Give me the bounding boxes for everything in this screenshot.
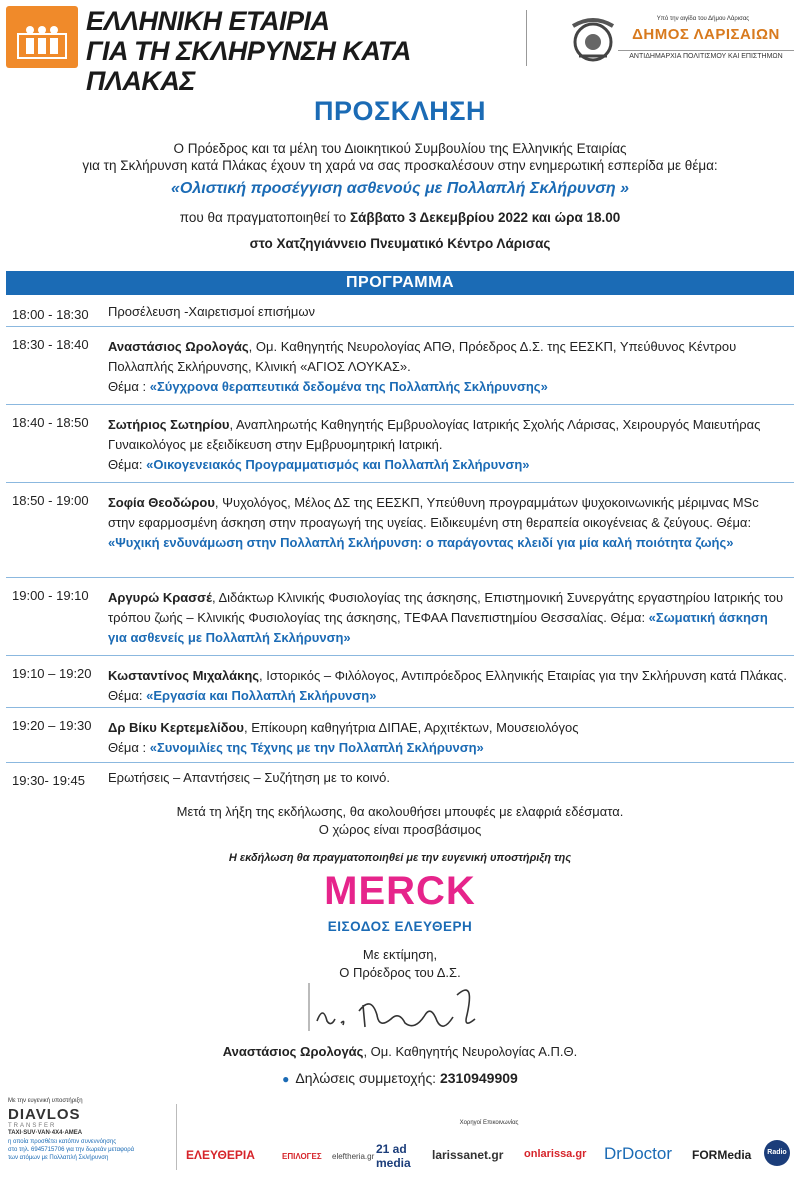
society-name <box>86 6 486 96</box>
free-entry: ΕΙΣΟΔΟΣ ΕΛΕΥΘΕΡΗ <box>327 919 473 934</box>
row-theme: «Σωματική άσκηση για ασθενείς με Πολλαπλή Σκλήρυνση» <box>108 610 768 645</box>
row-text: , Επίκουρη καθηγήτρια ΔΙΠΑΕ, Αρχιτέκτων, Μουσειολόγος <box>244 720 579 735</box>
row-description <box>108 415 788 475</box>
after-event-note <box>0 803 800 839</box>
diavlos-note-a: η οποία προσθέτει κατόπιν συνεννόησης <box>8 1139 117 1145</box>
after-line1: Μετά τη λήξη της εκδήλωσης, θα ακολουθήσει μπουφές με ελαφριά εδέσματα. <box>176 804 624 819</box>
diavlos-sub: TRANSFER <box>8 1123 57 1129</box>
after-line2: Ο χώρος είναι προσβάσιμος <box>318 822 482 837</box>
invitation-intro <box>0 140 800 174</box>
city-emblem-icon <box>565 16 621 64</box>
regards-line2: Ο Πρόεδρος του Δ.Σ. <box>339 965 461 980</box>
row-description <box>108 666 788 706</box>
diavlos-note-c: των ατόμων με Πολλαπλή Σκλήρυνση <box>8 1155 109 1161</box>
media-logo-epiloges: ΕΠΙΛΟΓΕΣ <box>282 1152 322 1161</box>
society-logo <box>6 6 78 68</box>
row-theme: «Συνομιλίες της Τέχνης με την Πολλαπλή Σκλήρυνση» <box>149 740 484 755</box>
diavlos-note-b: στο τηλ. 6945715706 για την δωρεάν μεταφορά <box>8 1147 135 1153</box>
row-text: Ερωτήσεις – Απαντήσεις – Συζήτηση με το κοινό. <box>108 770 390 785</box>
program-row <box>6 483 794 578</box>
society-line1: ΕΛΛΗΝΙΚΗ ΕΤΑΙΡΙΑ <box>86 6 330 36</box>
row-time: 18:40 - 18:50 <box>12 415 89 430</box>
intro-line2: για τη Σκλήρυνση κατά Πλάκας έχουν τη χαρά να σας προσκαλέσουν στην ενημερωτική εσπερίδα με θέμα: <box>82 158 718 173</box>
row-speaker: Σοφία Θεοδώρου <box>108 495 215 510</box>
program-row <box>6 327 794 405</box>
footer-sponsor <box>8 1098 176 1162</box>
program-row <box>6 578 794 656</box>
row-time: 18:50 - 19:00 <box>12 493 89 508</box>
media-logo-radio: Radio <box>764 1140 790 1166</box>
row-text: , Αναπληρωτής Καθηγητής Εμβρυολογίας Ιατρικής Σχολής Λάρισας, Χειρουργός Μαιευτήρας Γυναικολόγος με εξειδίκευση στην Εμβρυομητρική Ιατρική. <box>108 417 761 452</box>
row-theme-label: Θέμα : <box>108 740 150 755</box>
diavlos-note <box>8 1138 176 1162</box>
row-time: 19:00 - 19:10 <box>12 588 89 603</box>
program-row <box>6 763 794 793</box>
event-venue: στο Χατζηγιάννειο Πνευματικό Κέντρο Λάρισας <box>249 236 551 251</box>
row-speaker: Αναστάσιος Ωρολογάς <box>108 339 249 354</box>
media-logo-drdoctor: DrDoctor <box>604 1144 673 1163</box>
media-logo-eleftheria: ΕΛΕΥΘΕΡΙΑ <box>186 1148 255 1162</box>
society-line2: ΓΙΑ ΤΗ ΣΚΛΗΡΥΝΣΗ ΚΑΤΑ ΠΛΑΚΑΣ <box>86 36 410 96</box>
row-speaker: Σωτήριος Σωτηρίου <box>108 417 230 432</box>
rsvp-phone: 2310949909 <box>439 1070 518 1086</box>
program-row <box>6 405 794 483</box>
row-description <box>108 768 788 788</box>
sponsor-note: Υπό την αιγίδα του Δήμου Λάρισας <box>656 16 750 22</box>
row-time: 19:20 – 19:30 <box>12 718 92 733</box>
footer-divider <box>176 1104 177 1170</box>
row-time: 18:30 - 18:40 <box>12 337 89 352</box>
row-speaker: Δρ Βίκυ Κερτεμελίδου <box>108 720 244 735</box>
rsvp-label: Δηλώσεις συμμετοχής: <box>295 1070 440 1086</box>
diavlos-logo: DIAVLOS <box>8 1106 81 1123</box>
program-title: ΠΡΟΓΡΑΜΜΑ <box>6 271 794 295</box>
regards-line1: Με εκτίμηση, <box>362 947 438 962</box>
row-theme: «Σύγχρονα θεραπευτικά δεδομένα της Πολλαπλής Σκλήρυνσης» <box>149 379 548 394</box>
media-logo-onlarissa: onlarissa.gr <box>524 1148 587 1160</box>
signature <box>305 975 485 1037</box>
support-line: Η εκδήλωση θα πραγματοποιηθεί με την ευγενική υποστήριξη της <box>228 852 572 864</box>
media-logo-21admedia: 21 ad media <box>376 1142 411 1170</box>
row-theme-label: Θέμα: <box>610 610 649 625</box>
row-theme-label: Θέμα: <box>108 688 147 703</box>
row-description <box>108 337 788 397</box>
row-description <box>108 493 788 553</box>
row-time: 18:00 - 18:30 <box>12 307 89 322</box>
row-theme-label: Θέμα: <box>108 457 147 472</box>
row-theme: «Ψυχική ενδυνάμωση στην Πολλαπλή Σκλήρυνση: ο παράγοντας κλειδί για μία καλή ποιότητα ζωής» <box>108 535 734 550</box>
signer <box>0 1044 800 1059</box>
diavlos-types: TAXI·SUV·VAN·4X4·AMEA <box>8 1130 83 1136</box>
row-theme-label: Θέμα : <box>108 379 150 394</box>
media-logos <box>186 1136 794 1176</box>
signer-name: Αναστάσιος Ωρολογάς <box>222 1044 364 1059</box>
event-date <box>0 210 800 225</box>
row-text: , Ομ. Καθηγητής Νευρολογίας ΑΠΘ, Πρόεδρος Δ.Σ. της ΕΕΣΚΠ, Υπεύθυνος Κέντρου Πολλαπλής Σκλήρυνσης, Κλινική «ΑΓΙΟΣ ΛΟΥΚΑΣ». <box>108 339 737 374</box>
row-theme: «Εργασία και Πολλαπλή Σκλήρυνση» <box>146 688 377 703</box>
row-theme-label: Θέμα: <box>716 515 752 530</box>
date-value: Σάββατο 3 Δεκεμβρίου 2022 και ώρα 18.00 <box>349 210 621 225</box>
media-logo-larissanet: larissanet.gr <box>432 1148 504 1162</box>
program-row <box>6 297 794 327</box>
rsvp <box>0 1070 800 1086</box>
city-subtitle: ΑΝΤΙΔΗΜΑΡΧΙΑ ΠΟΛΙΤΙΣΜΟΥ ΚΑΙ ΕΠΙΣΤΗΜΩΝ <box>618 50 794 60</box>
program-row <box>6 656 794 708</box>
row-text: , Διδάκτωρ Κλινικής Φυσιολογίας της άσκησης, Επιστημονική Συνεργάτης εργαστηρίου Ιατρικής του τρόπου ζωής – Κλινικής Φυσιολογίας της άσκησης, ΤΕΦΑΑ Πανεπιστημίου Θεσσαλίας. <box>108 590 784 625</box>
row-description <box>108 588 788 648</box>
row-description <box>108 302 788 322</box>
row-description <box>108 718 788 758</box>
row-time: 19:10 – 19:20 <box>12 666 92 681</box>
signer-title: , Ομ. Καθηγητής Νευρολογίας Α.Π.Θ. <box>363 1044 578 1059</box>
bullet-icon: ● <box>282 1072 290 1086</box>
event-topic: «Ολιστική προσέγγιση ασθενούς με Πολλαπλή Σκλήρυνση » <box>171 180 629 197</box>
row-text: , Ιστορικός – Φιλόλογος, Αντιπρόεδρος Ελληνικής Εταιρίας για την Σκλήρυνση κατά Πλάκας. <box>259 668 787 683</box>
row-time: 19:30- 19:45 <box>12 773 86 788</box>
row-speaker: Κωσταντίνος Μιχαλάκης <box>108 668 260 683</box>
header <box>0 0 800 96</box>
date-prefix: που θα πραγματοποιηθεί το <box>179 210 350 225</box>
media-logo-formedia: FORMedia <box>692 1148 752 1162</box>
merck-logo-text: MERCK <box>324 869 476 912</box>
header-divider <box>526 10 527 66</box>
media-logo-eleftheria-gr: eleftheria.gr <box>332 1152 375 1161</box>
city-name: ΔΗΜΟΣ ΛΑΡΙΣΑΙΩΝ <box>632 26 780 43</box>
merck-logo <box>300 868 500 912</box>
people-icon <box>16 24 68 60</box>
row-speaker: Αργυρώ Κρασσέ <box>108 590 212 605</box>
row-theme: «Οικογενειακός Προγραμματισμός και Πολλαπλή Σκλήρυνση» <box>146 457 530 472</box>
row-text: Προσέλευση -Χαιρετισμοί επισήμων <box>108 304 316 319</box>
intro-line1: Ο Πρόεδρος και τα μέλη του Διοικητικού Συμβουλίου της Ελληνικής Εταιρίας <box>173 141 627 156</box>
footer-support-note: Με την ευγενική υποστήριξη <box>8 1098 83 1104</box>
program-row <box>6 708 794 763</box>
invitation-title: ΠΡΟΣΚΛΗΣΗ <box>314 96 486 126</box>
media-sponsors-title: Χορηγοί Επικοινωνίας <box>459 1120 519 1126</box>
row-text: , Ψυχολόγος, Μέλος ΔΣ της ΕΕΣΚΠ, Υπεύθυνη προγραμμάτων ψυχοκοινωνικής μέριμνας MSc στην εφαρμοσμένη άσκηση στην προαγωγή της υγείας. Ειδικευμένη στη θεραπεία οικογένειας & ζεύγους. <box>108 495 759 530</box>
